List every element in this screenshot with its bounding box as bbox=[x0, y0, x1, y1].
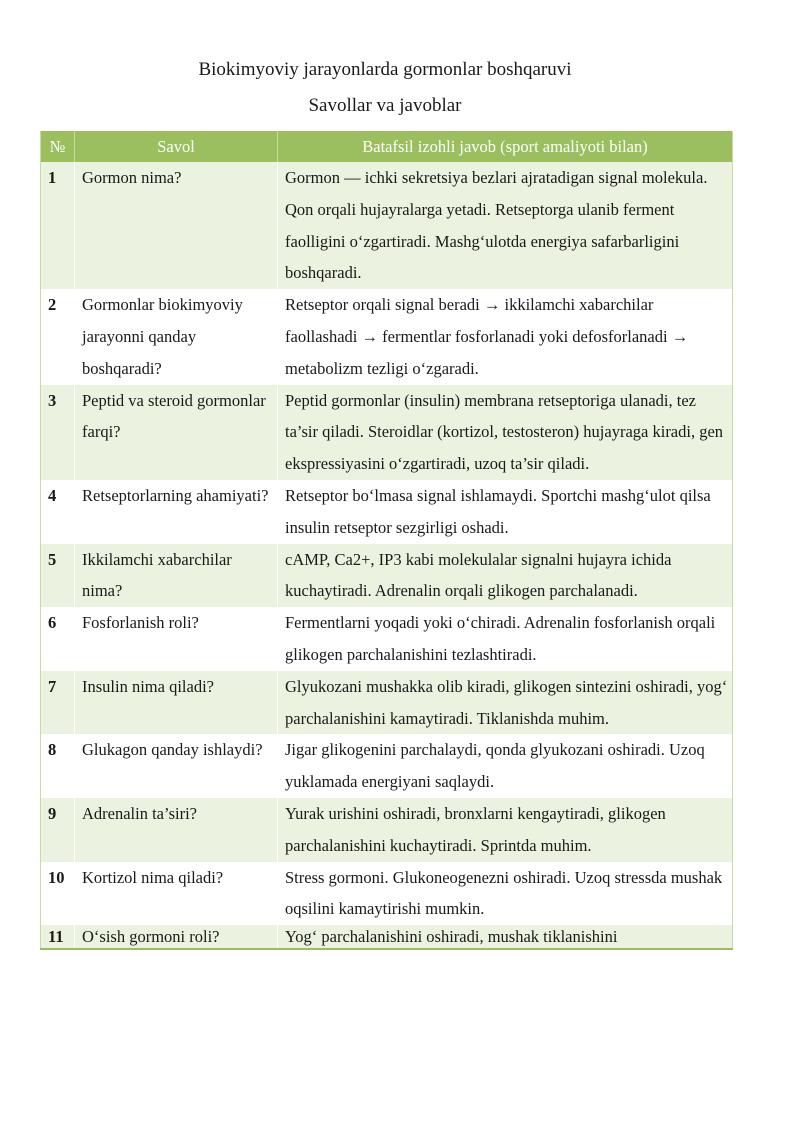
table-row bbox=[41, 734, 733, 798]
qa-table bbox=[40, 131, 733, 950]
question-cell: Peptid va steroid gormonlar farqi? bbox=[75, 385, 278, 480]
answer-cell: Yog‘ parchalanishini oshiradi, mushak tiklanishini bbox=[278, 925, 733, 949]
row-number: 6 bbox=[41, 607, 75, 671]
question-cell: Adrenalin ta’siri? bbox=[75, 798, 278, 862]
table-row bbox=[41, 671, 733, 735]
question-cell: Gormon nima? bbox=[75, 162, 278, 289]
table-row bbox=[41, 925, 733, 949]
answer-cell: Fermentlarni yoqadi yoki o‘chiradi. Adrenalin fosforlanish orqali glikogen parchalanishini tezlashtiradi. bbox=[278, 607, 733, 671]
row-number: 7 bbox=[41, 671, 75, 735]
question-cell: Fosforlanish roli? bbox=[75, 607, 278, 671]
answer-cell: Jigar glikogenini parchalaydi, qonda glyukozani oshiradi. Uzoq yuklamada energiyani saqlaydi. bbox=[278, 734, 733, 798]
table-header-row bbox=[41, 131, 733, 162]
document-title: Biokimyoviy jarayonlarda gormonlar boshqaruvi bbox=[198, 59, 572, 80]
answer-cell: Gormon — ichki sekretsiya bezlari ajratadigan signal molekula. Qon orqali hujayralarga yetadi. Retseptorga ulanib ferment faolligini o‘zgartiradi. Mashg‘ulotda energiya safarbarligini boshqaradi. bbox=[278, 162, 733, 289]
table-row bbox=[41, 544, 733, 608]
header-number: № bbox=[41, 131, 75, 162]
question-cell: Ikkilamchi xabarchilar nima? bbox=[75, 544, 278, 608]
row-number: 11 bbox=[41, 925, 75, 949]
table-row bbox=[41, 162, 733, 289]
row-number: 8 bbox=[41, 734, 75, 798]
row-number: 1 bbox=[41, 162, 75, 289]
answer-cell: Peptid gormonlar (insulin) membrana retseptoriga ulanadi, tez ta’sir qiladi. Steroidlar (kortizol, testosteron) hujayraga kiradi, gen ekspressiyasini o‘zgartiradi, uzoq ta’sir qiladi. bbox=[278, 385, 733, 480]
row-number: 4 bbox=[41, 480, 75, 544]
row-number: 10 bbox=[41, 862, 75, 926]
question-cell: Glukagon qanday ishlaydi? bbox=[75, 734, 278, 798]
answer-cell: Yurak urishini oshiradi, bronxlarni kengaytiradi, glikogen parchalanishini kuchaytiradi. Sprintda muhim. bbox=[278, 798, 733, 862]
table-row bbox=[41, 480, 733, 544]
question-cell: Kortizol nima qiladi? bbox=[75, 862, 278, 926]
answer-cell: Stress gormoni. Glukoneogenezni oshiradi. Uzoq stressda mushak oqsilini kamaytirishi mumkin. bbox=[278, 862, 733, 926]
header-answer: Batafsil izohli javob (sport amaliyoti bilan) bbox=[278, 131, 733, 162]
row-number: 3 bbox=[41, 385, 75, 480]
answer-cell: Retseptor orqali signal beradi → ikkilamchi xabarchilar faollashadi → fermentlar fosforlanadi yoki defosforlanadi → metabolizm tezligi o‘zgaradi. bbox=[278, 289, 733, 384]
table-row bbox=[41, 798, 733, 862]
table-row bbox=[41, 607, 733, 671]
question-cell: O‘sish gormoni roli? bbox=[75, 925, 278, 949]
row-number: 5 bbox=[41, 544, 75, 608]
answer-cell: Glyukozani mushakka olib kiradi, glikogen sintezini oshiradi, yog‘ parchalanishini kamaytiradi. Tiklanishda muhim. bbox=[278, 671, 733, 735]
table-row bbox=[41, 289, 733, 384]
header-question: Savol bbox=[75, 131, 278, 162]
row-number: 2 bbox=[41, 289, 75, 384]
question-cell: Gormonlar biokimyoviy jarayonni qanday boshqaradi? bbox=[75, 289, 278, 384]
table-row bbox=[41, 862, 733, 926]
answer-cell: cAMP, Ca2+, IP3 kabi molekulalar signalni hujayra ichida kuchaytiradi. Adrenalin orqali glikogen parchalanadi. bbox=[278, 544, 733, 608]
table-row bbox=[41, 385, 733, 480]
question-cell: Insulin nima qiladi? bbox=[75, 671, 278, 735]
row-number: 9 bbox=[41, 798, 75, 862]
question-cell: Retseptorlarning ahamiyati? bbox=[75, 480, 278, 544]
answer-cell: Retseptor bo‘lmasa signal ishlamaydi. Sportchi mashg‘ulot qilsa insulin retseptor sezgirligi oshadi. bbox=[278, 480, 733, 544]
document-subtitle: Savollar va javoblar bbox=[308, 95, 462, 116]
